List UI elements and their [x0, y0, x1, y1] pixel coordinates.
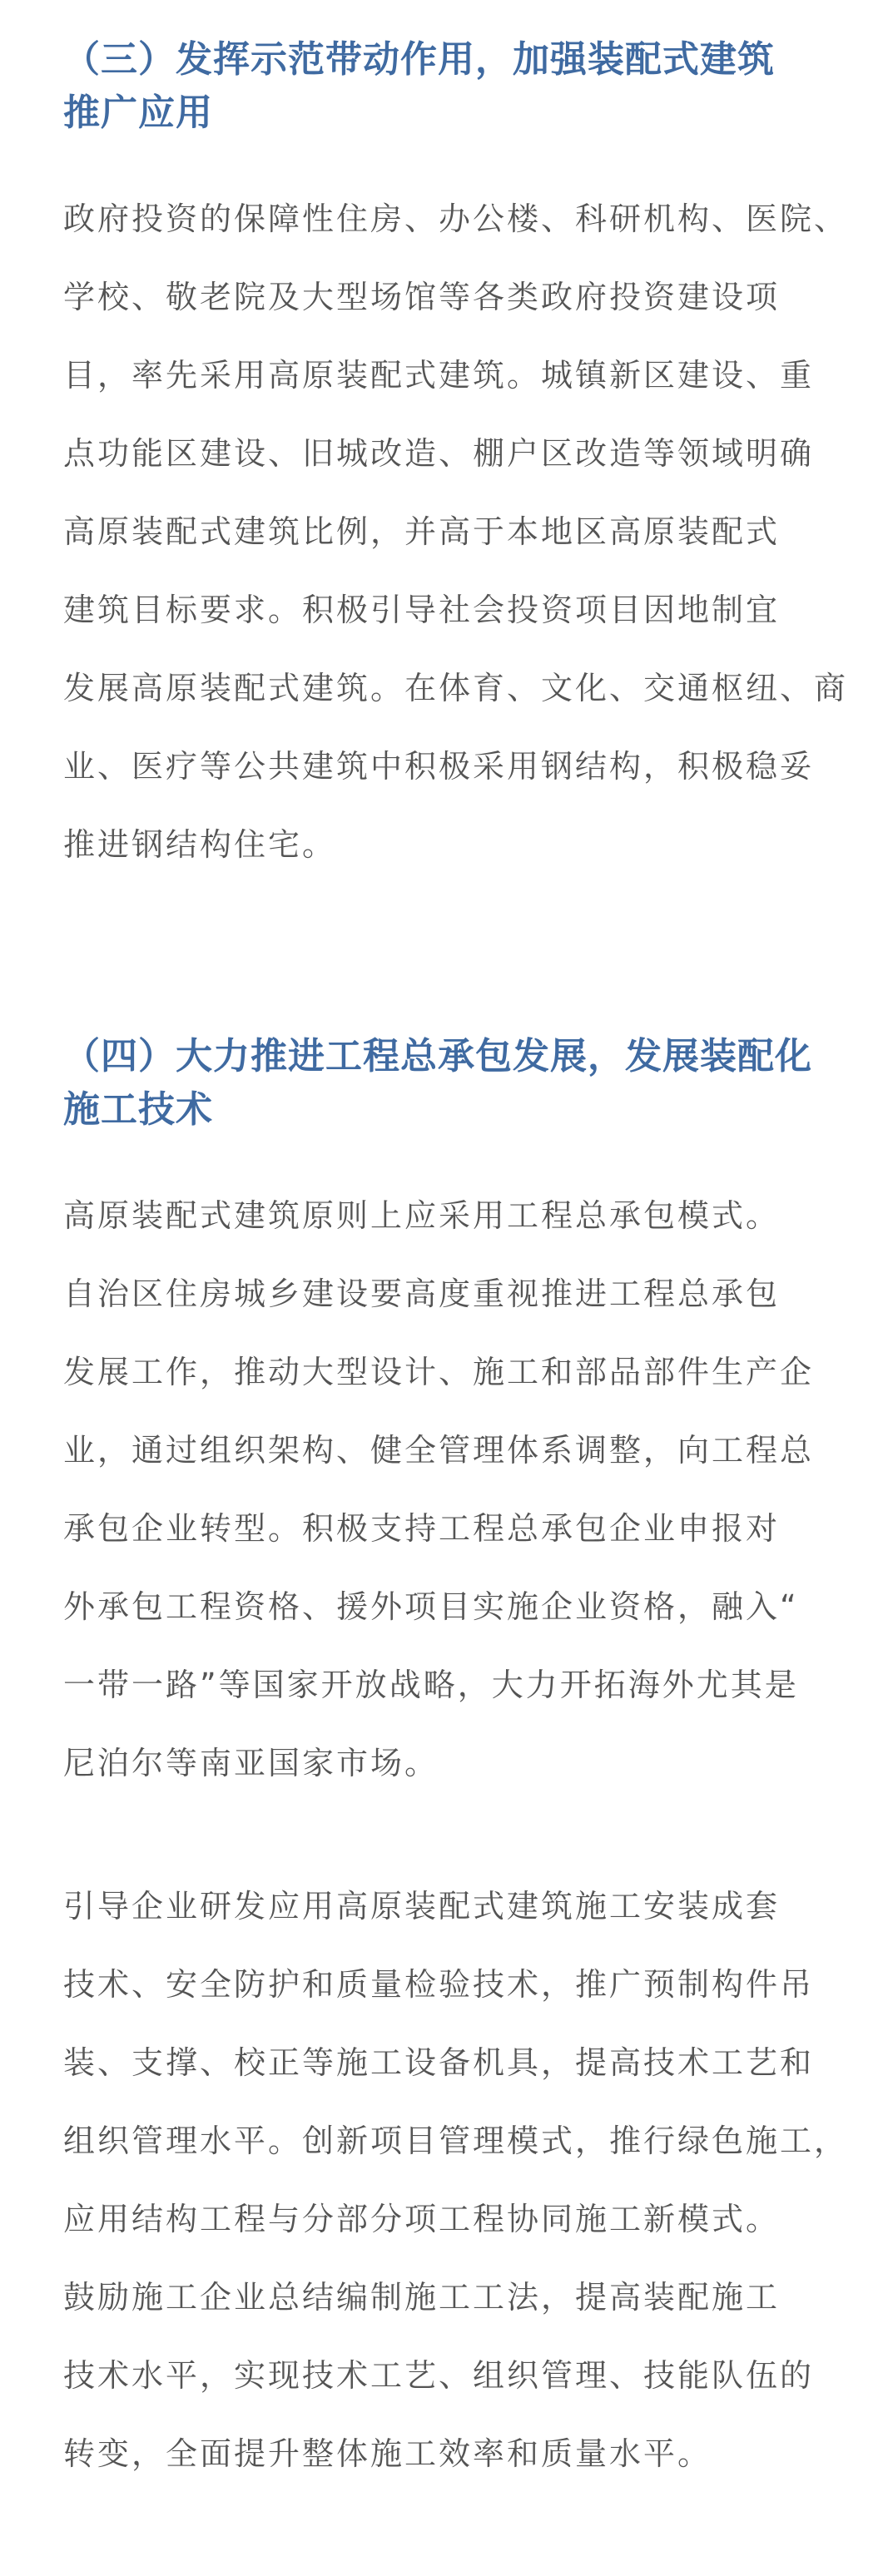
paragraph-line: 点功能区建设、旧城改造、棚户区改造等领域明确 [63, 435, 815, 472]
paragraph-line: 应用结构工程与分部分项工程协同施工新模式。 [63, 2201, 781, 2237]
paragraph-line: 引导企业研发应用高原装配式建筑施工安装成套 [63, 1888, 781, 1925]
paragraph-line: 业、医疗等公共建筑中积极采用钢结构，积极稳妥 [63, 748, 815, 785]
paragraph-line: 政府投资的保障性住房、办公楼、科研机构、医院、 [63, 201, 849, 237]
paragraph-line: 目，率先采用高原装配式建筑。城镇新区建设、重 [63, 357, 815, 394]
paragraph-line: 外承包工程资格、援外项目实施企业资格，融入“ [63, 1588, 799, 1625]
paragraph-line: 高原装配式建筑比例，并高于本地区高原装配式 [63, 513, 781, 550]
paragraph-line: 承包企业转型。积极支持工程总承包企业申报对 [63, 1510, 781, 1547]
heading-line: 施工技术 [63, 1088, 213, 1131]
paragraph-line: 推进钢结构住宅。 [63, 826, 337, 863]
paragraph-line: 学校、敬老院及大型场馆等各类政府投资建设项 [63, 279, 781, 315]
section-4-paragraph-1 [63, 1177, 837, 1802]
paragraph-line: 业，通过组织架构、健全管理体系调整，向工程总 [63, 1432, 815, 1469]
paragraph-line: 建筑目标要求。积极引导社会投资项目因地制宜 [63, 592, 781, 628]
paragraph-line: 装、支撑、校正等施工设备机具，提高技术工艺和 [63, 2044, 815, 2081]
paragraph-line: 发展工作，推动大型设计、施工和部品部件生产企 [63, 1354, 815, 1390]
heading-line: 推广应用 [63, 92, 213, 134]
paragraph-line: 技术水平，实现技术工艺、组织管理、技能队伍的 [63, 2357, 815, 2394]
paragraph-line: 组织管理水平。创新项目管理模式，推行绿色施工， [63, 2123, 849, 2159]
heading-line: （四）大力推进工程总承包发展，发展装配化 [63, 1035, 812, 1077]
paragraph-line: 转变，全面提升整体施工效率和质量水平。 [63, 2435, 712, 2472]
paragraph-line: 技术、安全防护和质量检验技术，推广预制构件吊 [63, 1966, 815, 2003]
section-4-paragraph-2 [63, 1867, 849, 2493]
paragraph-line: 高原装配式建筑原则上应采用工程总承包模式。 [63, 1197, 781, 1234]
paragraph-line: 自治区住房城乡建设要高度重视推进工程总承包 [63, 1276, 781, 1312]
paragraph-line: 发展高原装配式建筑。在体育、文化、交通枢纽、商 [63, 670, 849, 706]
paragraph-line: 尼泊尔等南亚国家市场。 [63, 1745, 439, 1781]
section-4-heading [63, 1030, 854, 1137]
paragraph-line: 鼓励施工企业总结编制施工工法，提高装配施工 [63, 2279, 781, 2316]
heading-line: （三）发挥示范带动作用，加强装配式建筑 [63, 38, 775, 81]
section-3-paragraph [63, 180, 849, 884]
section-3-heading [63, 33, 854, 140]
paragraph-line: 一带一路”等国家开放战略，大力开拓海外尤其是 [63, 1667, 799, 1703]
